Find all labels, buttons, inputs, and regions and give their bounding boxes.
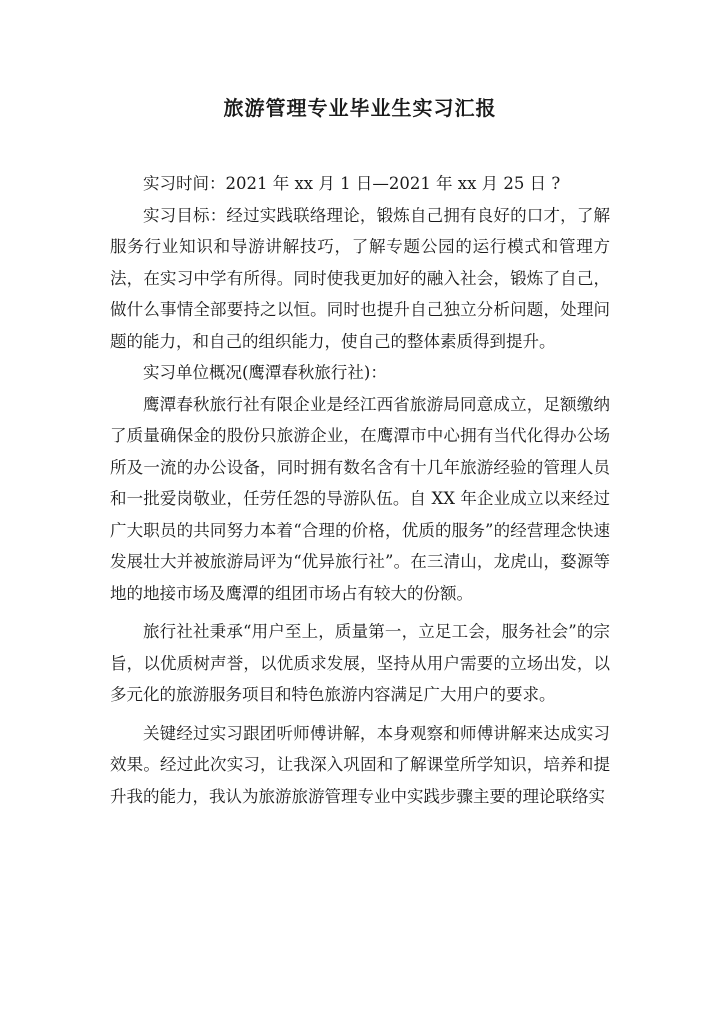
paragraph-company-overview: 鹰潭春秋旅行社有限企业是经江西省旅游局同意成立，足额缴纳了质量确保金的股份只旅游企业，在鹰潭市中心拥有当代化得办公场所及一流的办公设备，同时拥有数名含有十几年旅游经验的管理人员和一批爱岗敬业，任劳任怨的导游队伍。自 XX 年企业成立以来经过广大职员的共同努力本着“合理的价格，优质的服务”的经营理念快速发展壮大并被旅游局评为“优异旅行社”。在三清山，龙虎山，婺源等地的地接市场及鹰潭的组团市场占有较大的份额。 — [110, 394, 610, 603]
paragraph-internship-goal: 实习目标：经过实践联络理论，锻炼自己拥有良好的口才，了解服务行业知识和导游讲解技巧，了解专题公园的运行模式和管理方法，在实习中学有所得。同时使我更加好的融入社会，锻炼了自己，做什么事情全部要持之以恒。同时也提升自己独立分析问题，处理问题的能力，和自己的组织能力，使自己的整体素质得到提升。 — [110, 205, 610, 351]
document-title: 旅游管理专业毕业生实习汇报 — [223, 96, 497, 120]
paragraph-company-mission: 旅行社社秉承“用户至上，质量第一，立足工会，服务社会”的宗旨，以优质树声誉，以优质求发展，坚持从用户需要的立场出发，以多元化的旅游服务项目和特色旅游内容满足广大用户的要求。 — [110, 622, 610, 704]
document-body — [110, 168, 610, 812]
paragraph-company-heading: 实习单位概况(鹰潭春秋旅行社)： — [143, 363, 387, 382]
paragraph-internship-time: 实习时间：2021 年 xx 月 1 日—2021 年 xx 月 25 日 ? — [143, 174, 561, 193]
paragraph-internship-method: 关键经过实习跟团听师傅讲解，本身观察和师傅讲解来达成实习效果。经过此次实习，让我深入巩固和了解课堂所学知识，培养和提升我的能力，我认为旅游旅游管理专业中实践步骤主要的理论联络实 — [110, 723, 610, 806]
